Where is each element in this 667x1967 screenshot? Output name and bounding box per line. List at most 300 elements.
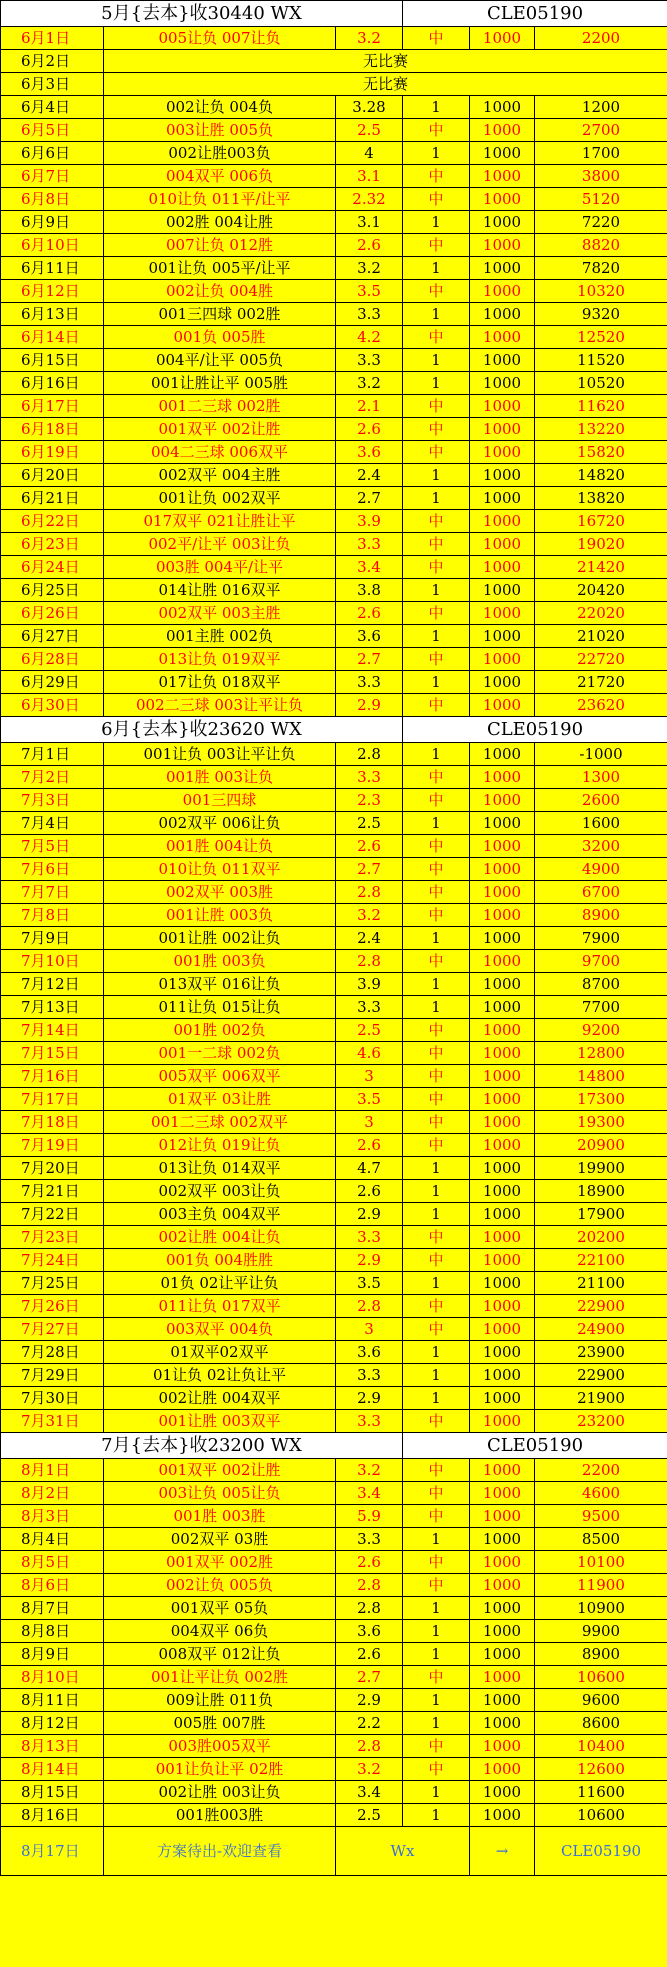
match-cell: 002让负 004负 [104, 96, 336, 119]
odds-cell: 3.4 [336, 1482, 403, 1505]
date-cell: 8月12日 [1, 1712, 104, 1735]
table-row [1, 27, 667, 50]
stake-cell: 1000 [470, 904, 535, 927]
date-cell: 6月22日 [1, 510, 104, 533]
odds-cell: 3.9 [336, 973, 403, 996]
stake-cell: 1000 [470, 1065, 535, 1088]
balance-cell: 9500 [535, 1505, 667, 1528]
match-cell: 002双平 006让负 [104, 812, 336, 835]
stake-cell: 1000 [470, 1226, 535, 1249]
date-cell: 7月8日 [1, 904, 104, 927]
odds-cell: 3.3 [336, 1226, 403, 1249]
stake-cell: 1000 [470, 395, 535, 418]
odds-cell: 2.7 [336, 487, 403, 510]
balance-cell: 7820 [535, 257, 667, 280]
no-match-note: 无比赛 [104, 50, 667, 73]
balance-cell: 10900 [535, 1597, 667, 1620]
section-header [1, 1, 667, 27]
match-cell: 01让负 02让负让平 [104, 1364, 336, 1387]
date-cell: 7月26日 [1, 1295, 104, 1318]
stake-cell: 1000 [470, 694, 535, 717]
table-row [1, 858, 667, 881]
match-cell: 004二三球 006双平 [104, 441, 336, 464]
odds-cell: 2.9 [336, 1249, 403, 1272]
odds-cell: 2.9 [336, 1387, 403, 1410]
date-cell: 7月23日 [1, 1226, 104, 1249]
result-cell: 1 [403, 996, 470, 1019]
match-cell: 001胜003胜 [104, 1804, 336, 1827]
table-row [1, 211, 667, 234]
match-cell: 007让负 012胜 [104, 234, 336, 257]
match-cell: 001三四球 002胜 [104, 303, 336, 326]
result-cell: 中 [403, 395, 470, 418]
section-title: 5月{去本}收30440 WX [1, 1, 403, 27]
match-cell: 002双平 004主胜 [104, 464, 336, 487]
date-cell: 7月17日 [1, 1088, 104, 1111]
odds-cell: 3.3 [336, 303, 403, 326]
result-cell: 中 [403, 280, 470, 303]
match-cell: 004平/让平 005负 [104, 349, 336, 372]
balance-cell: 23620 [535, 694, 667, 717]
date-cell: 6月12日 [1, 280, 104, 303]
balance-cell: 3800 [535, 165, 667, 188]
result-cell: 中 [403, 1042, 470, 1065]
balance-cell: 22900 [535, 1295, 667, 1318]
table-row [1, 1666, 667, 1689]
result-cell: 1 [403, 1203, 470, 1226]
odds-cell: 3.5 [336, 1088, 403, 1111]
date-cell: 6月2日 [1, 50, 104, 73]
balance-cell: 17900 [535, 1203, 667, 1226]
balance-cell: 22020 [535, 602, 667, 625]
match-cell: 010让负 011双平 [104, 858, 336, 881]
odds-cell: 2.8 [336, 743, 403, 766]
match-cell: 001让胜 002让负 [104, 927, 336, 950]
section-title: 6月{去本}收23620 WX [1, 717, 403, 743]
stake-cell: 1000 [470, 1666, 535, 1689]
match-cell: 001双平 002胜 [104, 1551, 336, 1574]
result-cell: 1 [403, 142, 470, 165]
table-row [1, 996, 667, 1019]
odds-cell: 2.2 [336, 1712, 403, 1735]
date-cell: 7月4日 [1, 812, 104, 835]
date-cell: 6月29日 [1, 671, 104, 694]
stake-cell: 1000 [470, 671, 535, 694]
match-cell: 005胜 007胜 [104, 1712, 336, 1735]
table-row [1, 510, 667, 533]
result-cell: 1 [403, 1643, 470, 1666]
stake-cell: 1000 [470, 1019, 535, 1042]
match-cell: 002双平 003胜 [104, 881, 336, 904]
date-cell: 6月21日 [1, 487, 104, 510]
result-cell: 1 [403, 671, 470, 694]
date-cell: 7月27日 [1, 1318, 104, 1341]
balance-cell: 11520 [535, 349, 667, 372]
result-cell: 1 [403, 349, 470, 372]
table-row [1, 418, 667, 441]
odds-cell: 2.5 [336, 1019, 403, 1042]
stake-cell: 1000 [470, 950, 535, 973]
result-cell: 1 [403, 211, 470, 234]
match-cell: 005让负 007让负 [104, 27, 336, 50]
stake-cell: 1000 [470, 743, 535, 766]
date-cell: 7月21日 [1, 1180, 104, 1203]
match-cell: 001让胜 003双平 [104, 1410, 336, 1433]
odds-cell: 2.32 [336, 188, 403, 211]
odds-cell: 3.3 [336, 533, 403, 556]
balance-cell: 12600 [535, 1758, 667, 1781]
odds-cell: 2.8 [336, 950, 403, 973]
date-cell: 6月8日 [1, 188, 104, 211]
date-cell: 7月6日 [1, 858, 104, 881]
result-cell: 中 [403, 1482, 470, 1505]
date-cell: 7月12日 [1, 973, 104, 996]
match-cell: 013让负 019双平 [104, 648, 336, 671]
odds-cell: 3.5 [336, 1272, 403, 1295]
table-row [1, 1042, 667, 1065]
table-row [1, 533, 667, 556]
table-row [1, 789, 667, 812]
stake-cell: 1000 [470, 211, 535, 234]
date-cell: 6月17日 [1, 395, 104, 418]
result-cell: 中 [403, 27, 470, 50]
odds-cell: 3.3 [336, 996, 403, 1019]
stake-cell: 1000 [470, 27, 535, 50]
balance-cell: 13220 [535, 418, 667, 441]
match-cell: 002双平 003让负 [104, 1180, 336, 1203]
match-cell: 017让负 018双平 [104, 671, 336, 694]
table-row [1, 142, 667, 165]
result-cell: 中 [403, 950, 470, 973]
match-cell: 003胜 004平/让平 [104, 556, 336, 579]
date-cell: 7月22日 [1, 1203, 104, 1226]
result-cell: 1 [403, 1597, 470, 1620]
balance-cell: 19020 [535, 533, 667, 556]
date-cell: 7月5日 [1, 835, 104, 858]
balance-cell: 9200 [535, 1019, 667, 1042]
table-row [1, 257, 667, 280]
odds-cell: 2.6 [336, 1134, 403, 1157]
balance-cell: 19900 [535, 1157, 667, 1180]
balance-cell: 23200 [535, 1410, 667, 1433]
match-cell: 01双平 03让胜 [104, 1088, 336, 1111]
odds-cell: 3.28 [336, 96, 403, 119]
stake-cell: 1000 [470, 881, 535, 904]
result-cell: 1 [403, 372, 470, 395]
odds-cell: 2.9 [336, 1203, 403, 1226]
stake-cell: 1000 [470, 464, 535, 487]
stake-cell: 1000 [470, 1364, 535, 1387]
date-cell: 7月18日 [1, 1111, 104, 1134]
result-cell: 1 [403, 487, 470, 510]
stake-cell: 1000 [470, 1387, 535, 1410]
stake-cell: 1000 [470, 789, 535, 812]
arrow-icon: → [470, 1827, 535, 1876]
date-cell: 6月5日 [1, 119, 104, 142]
date-cell: 6月7日 [1, 165, 104, 188]
match-cell: 001让平让负 002胜 [104, 1666, 336, 1689]
balance-cell: 5120 [535, 188, 667, 211]
table-row [1, 50, 667, 73]
table-row [1, 671, 667, 694]
balance-cell: 2200 [535, 27, 667, 50]
date-cell: 7月31日 [1, 1410, 104, 1433]
stake-cell: 1000 [470, 1620, 535, 1643]
balance-cell: 8900 [535, 904, 667, 927]
odds-cell: 3.1 [336, 211, 403, 234]
table-row [1, 812, 667, 835]
stake-cell: 1000 [470, 1804, 535, 1827]
match-cell: 003双平 004负 [104, 1318, 336, 1341]
table-row [1, 927, 667, 950]
match-cell: 013双平 016让负 [104, 973, 336, 996]
match-cell: 001二三球 002双平 [104, 1111, 336, 1134]
result-cell: 中 [403, 835, 470, 858]
match-cell: 003让胜 005负 [104, 119, 336, 142]
odds-cell: 2.6 [336, 1180, 403, 1203]
balance-cell: -1000 [535, 743, 667, 766]
table-row [1, 579, 667, 602]
match-cell: 012让负 019让负 [104, 1134, 336, 1157]
odds-cell: 3.9 [336, 510, 403, 533]
match-cell: 002二三球 003让平让负 [104, 694, 336, 717]
match-cell: 009让胜 011负 [104, 1689, 336, 1712]
match-cell: 001让负 005平/让平 [104, 257, 336, 280]
balance-cell: 11620 [535, 395, 667, 418]
match-cell: 001主胜 002负 [104, 625, 336, 648]
balance-cell: 8900 [535, 1643, 667, 1666]
table-row [1, 1180, 667, 1203]
date-cell: 8月13日 [1, 1735, 104, 1758]
odds-cell: 4.2 [336, 326, 403, 349]
odds-cell: 3.3 [336, 671, 403, 694]
stake-cell: 1000 [470, 1459, 535, 1482]
date-cell: 7月3日 [1, 789, 104, 812]
stake-cell: 1000 [470, 579, 535, 602]
match-cell: 001负 005胜 [104, 326, 336, 349]
date-cell: 6月20日 [1, 464, 104, 487]
result-cell: 1 [403, 812, 470, 835]
stake-cell: 1000 [470, 1410, 535, 1433]
table-row [1, 280, 667, 303]
balance-cell: 3200 [535, 835, 667, 858]
table-row [1, 234, 667, 257]
stake-cell: 1000 [470, 1689, 535, 1712]
result-cell: 1 [403, 1341, 470, 1364]
match-cell: 002双平 003主胜 [104, 602, 336, 625]
odds-cell: 3.2 [336, 1459, 403, 1482]
match-cell: 002让负 005负 [104, 1574, 336, 1597]
date-cell: 6月25日 [1, 579, 104, 602]
stake-cell: 1000 [470, 648, 535, 671]
table-row [1, 648, 667, 671]
section-code: CLE05190 [403, 717, 667, 743]
odds-cell: 2.6 [336, 835, 403, 858]
stake-cell: 1000 [470, 418, 535, 441]
result-cell: 1 [403, 257, 470, 280]
balance-cell: 9320 [535, 303, 667, 326]
odds-cell: 3.2 [336, 1758, 403, 1781]
match-cell: 001让负 003让平让负 [104, 743, 336, 766]
match-cell: 013让负 014双平 [104, 1157, 336, 1180]
date-cell: 7月2日 [1, 766, 104, 789]
stake-cell: 1000 [470, 766, 535, 789]
table-row [1, 1134, 667, 1157]
section-header [1, 717, 667, 743]
match-cell: 001二三球 002胜 [104, 395, 336, 418]
odds-cell: 2.6 [336, 1643, 403, 1666]
table-row [1, 73, 667, 96]
balance-cell: 21020 [535, 625, 667, 648]
table-row [1, 1364, 667, 1387]
balance-cell: 20200 [535, 1226, 667, 1249]
date-cell: 8月5日 [1, 1551, 104, 1574]
match-cell: 01负 02让平让负 [104, 1272, 336, 1295]
table-row [1, 1019, 667, 1042]
balance-cell: 1200 [535, 96, 667, 119]
result-cell: 中 [403, 1459, 470, 1482]
result-cell: 中 [403, 1134, 470, 1157]
result-cell: 中 [403, 1410, 470, 1433]
balance-cell: 10600 [535, 1666, 667, 1689]
table-row [1, 1226, 667, 1249]
match-cell: 002双平 03胜 [104, 1528, 336, 1551]
table-row [1, 372, 667, 395]
stake-cell: 1000 [470, 1134, 535, 1157]
result-cell: 1 [403, 625, 470, 648]
date-cell: 7月20日 [1, 1157, 104, 1180]
date-cell: 7月30日 [1, 1387, 104, 1410]
match-cell: 001双平 002让胜 [104, 1459, 336, 1482]
stake-cell: 1000 [470, 625, 535, 648]
footer-row [1, 1827, 667, 1876]
stake-cell: 1000 [470, 1735, 535, 1758]
balance-cell: 20900 [535, 1134, 667, 1157]
balance-cell: 6700 [535, 881, 667, 904]
odds-cell: 2.5 [336, 119, 403, 142]
match-cell: 001负 004胜胜 [104, 1249, 336, 1272]
table-row [1, 950, 667, 973]
table-row [1, 1597, 667, 1620]
date-cell: 7月10日 [1, 950, 104, 973]
result-cell: 1 [403, 1528, 470, 1551]
balance-cell: 9700 [535, 950, 667, 973]
balance-cell: 9900 [535, 1620, 667, 1643]
odds-cell: 3.3 [336, 1528, 403, 1551]
result-cell: 1 [403, 1804, 470, 1827]
stake-cell: 1000 [470, 487, 535, 510]
odds-cell: 3.5 [336, 280, 403, 303]
result-cell: 中 [403, 858, 470, 881]
balance-cell: 1600 [535, 812, 667, 835]
date-cell: 8月10日 [1, 1666, 104, 1689]
date-cell: 6月9日 [1, 211, 104, 234]
result-cell: 中 [403, 1065, 470, 1088]
match-cell: 002让胜 004让负 [104, 1226, 336, 1249]
footer-plan-text: 方案待出-欢迎查看 [104, 1827, 336, 1876]
balance-cell: 7220 [535, 211, 667, 234]
match-cell: 004双平 006负 [104, 165, 336, 188]
match-cell: 003让负 005让负 [104, 1482, 336, 1505]
result-cell: 1 [403, 1712, 470, 1735]
match-cell: 001胜 002负 [104, 1019, 336, 1042]
odds-cell: 3.3 [336, 1410, 403, 1433]
stake-cell: 1000 [470, 1180, 535, 1203]
odds-cell: 3.3 [336, 766, 403, 789]
section-code: CLE05190 [403, 1, 667, 27]
result-cell: 中 [403, 766, 470, 789]
stake-cell: 1000 [470, 533, 535, 556]
date-cell: 8月2日 [1, 1482, 104, 1505]
balance-cell: 22100 [535, 1249, 667, 1272]
result-cell: 中 [403, 1666, 470, 1689]
balance-cell: 17300 [535, 1088, 667, 1111]
result-cell: 中 [403, 1551, 470, 1574]
balance-cell: 12800 [535, 1042, 667, 1065]
table-row [1, 1689, 667, 1712]
balance-cell: 1700 [535, 142, 667, 165]
table-row [1, 1295, 667, 1318]
odds-cell: 2.6 [336, 1551, 403, 1574]
match-cell: 004双平 06负 [104, 1620, 336, 1643]
odds-cell: 5.9 [336, 1505, 403, 1528]
odds-cell: 2.6 [336, 234, 403, 257]
date-cell: 7月7日 [1, 881, 104, 904]
result-cell: 中 [403, 1249, 470, 1272]
table-row [1, 1735, 667, 1758]
stake-cell: 1000 [470, 812, 535, 835]
result-cell: 中 [403, 556, 470, 579]
table-row [1, 1065, 667, 1088]
result-cell: 中 [403, 881, 470, 904]
stake-cell: 1000 [470, 602, 535, 625]
balance-cell: 10320 [535, 280, 667, 303]
result-cell: 1 [403, 579, 470, 602]
match-cell: 001让胜让平 005胜 [104, 372, 336, 395]
odds-cell: 2.9 [336, 1689, 403, 1712]
match-cell: 005双平 006双平 [104, 1065, 336, 1088]
date-cell: 6月6日 [1, 142, 104, 165]
odds-cell: 3.2 [336, 257, 403, 280]
table-row [1, 1088, 667, 1111]
stake-cell: 1000 [470, 188, 535, 211]
match-cell: 002平/让平 003让负 [104, 533, 336, 556]
balance-cell: 8700 [535, 973, 667, 996]
odds-cell: 3.8 [336, 579, 403, 602]
table-row [1, 1781, 667, 1804]
table-row [1, 1203, 667, 1226]
date-cell: 8月9日 [1, 1643, 104, 1666]
match-cell: 003主负 004双平 [104, 1203, 336, 1226]
stake-cell: 1000 [470, 441, 535, 464]
balance-cell: 2600 [535, 789, 667, 812]
balance-cell: 2200 [535, 1459, 667, 1482]
odds-cell: 3 [336, 1111, 403, 1134]
result-cell: 1 [403, 1689, 470, 1712]
date-cell: 6月4日 [1, 96, 104, 119]
date-cell: 7月14日 [1, 1019, 104, 1042]
odds-cell: 2.8 [336, 1735, 403, 1758]
balance-cell: 15820 [535, 441, 667, 464]
match-cell: 008双平 012让负 [104, 1643, 336, 1666]
result-cell: 中 [403, 648, 470, 671]
stake-cell: 1000 [470, 326, 535, 349]
match-cell: 014让胜 016双平 [104, 579, 336, 602]
result-cell: 1 [403, 743, 470, 766]
result-cell: 中 [403, 533, 470, 556]
date-cell: 7月19日 [1, 1134, 104, 1157]
stake-cell: 1000 [470, 510, 535, 533]
